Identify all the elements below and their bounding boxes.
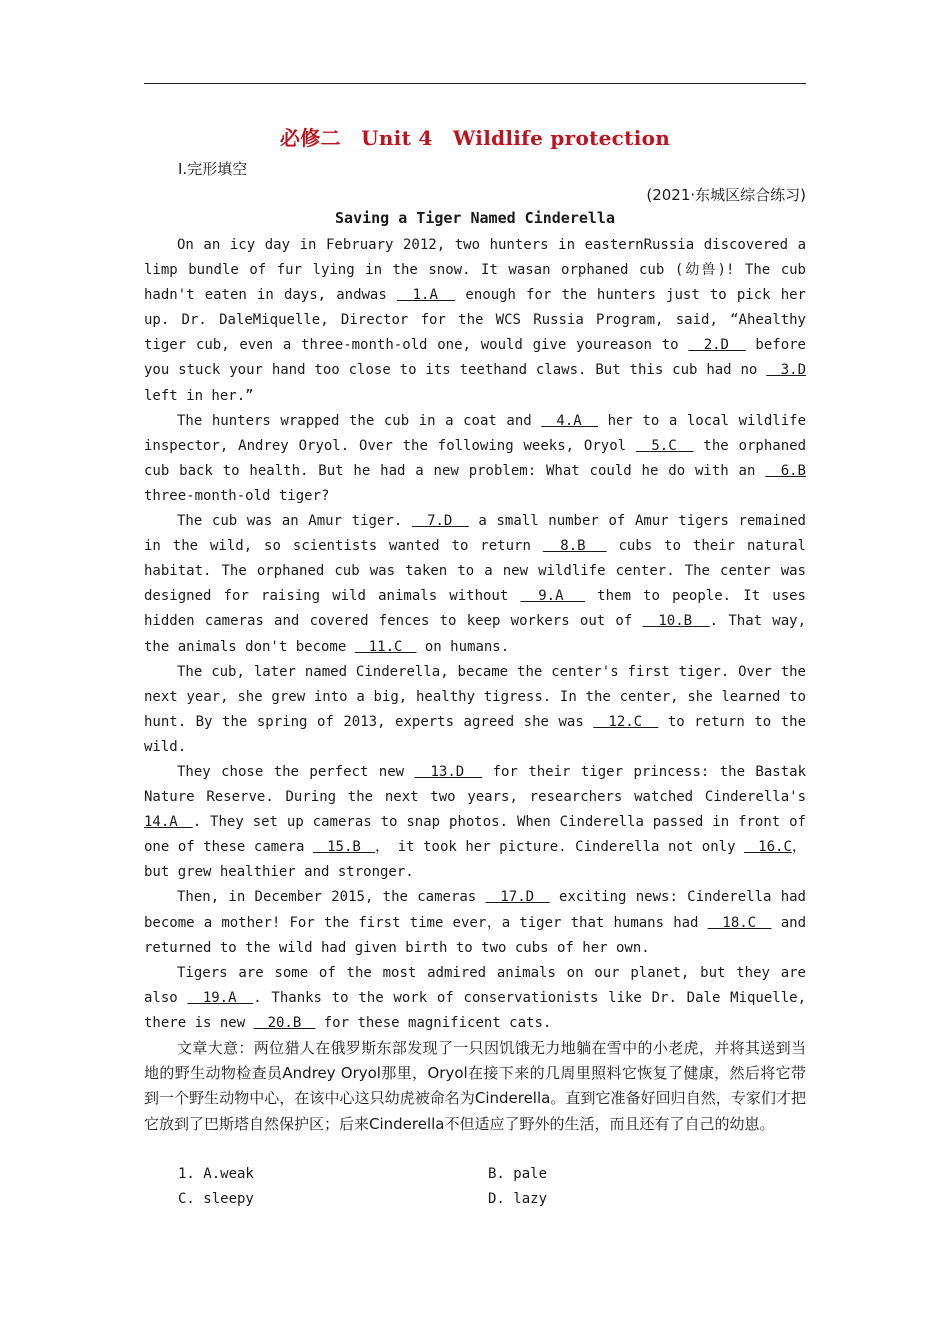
passage-title: Saving a Tiger Named Cinderella — [335, 209, 615, 227]
blank-20: 20.B — [253, 1014, 316, 1031]
blank-9: 9.A — [520, 588, 585, 605]
source-note: (2021·东城区综合练习) — [646, 186, 806, 204]
paragraph-3: The cub was an Amur tiger. 7.D a small number of Amur tigers remained in the wild, so scientists wanted to return 8.B cubs to their natural habitat. The orphaned cub was taken to a new wildlife center. The center was designed for raising wild animals without 9.A them to people. It uses hidden cameras and covered fences to keep workers out of 10.B . That way, the animals don't become 11.C on humans. — [144, 513, 807, 655]
option-c: C. sleepy — [178, 1191, 254, 1208]
page-title: 必修二 Unit 4 Wildlife protection — [279, 126, 671, 150]
blank-7: 7.D — [411, 513, 469, 530]
blank-11: 11.C — [354, 638, 417, 655]
blank-1: 1.A — [396, 287, 456, 304]
blank-12: 12.C — [593, 713, 659, 730]
option-d: D. lazy — [488, 1191, 548, 1208]
passage-summary: 文章大意：两位猎人在俄罗斯东部发现了一只因饥饿无力地躺在雪中的小老虎，并将其送到当地的野生动物检查员Andrey Oryol那里，Oryol在接下来的几周里照料它恢复了健康，然后将它带到一个野生动物中心，在该中心这只幼虎被命名为Cinderella。直到它准备好回归自然，专家们才把它放到了巴斯塔自然保护区；后来Cinderella不但适应了野外的生活，而且还有了自己的幼崽。 — [144, 1039, 806, 1133]
paragraph-5: They chose the perfect new 13.D for their tiger princess: the Bastak Nature Reserve. During the next two years, researchers watched Cinderella's 14.A . They set up cameras to snap photos. When Cinderella passed in front of one of these camera 15.B ， it took her picture. Cinderella not only 16.C， but grew healthier and stronger. — [144, 763, 806, 881]
question-1-options — [178, 1162, 806, 1212]
passage-body — [144, 233, 806, 1036]
blank-4: 4.A — [541, 412, 598, 429]
section-label: Ⅰ.完形填空 — [178, 160, 248, 178]
blank-3: 3.D — [766, 362, 806, 379]
paragraph-7: Tigers are some of the most admired animals on our planet, but they are also 19.A . Thanks to the work of conservationists like Dr. Dale Miquelle, there is new 20.B for these magnificent cats. — [144, 964, 807, 1031]
paragraph-2: The hunters wrapped the cub in a coat and 4.A her to a local wildlife inspector, Andrey Oryol. Over the following weeks, Oryol 5.C the orphaned cub back to health. But he had a new problem: What could he do with an 6.B three-month-old tiger? — [144, 412, 806, 504]
blank-13: 13.D — [414, 763, 483, 780]
option-b: B. pale — [488, 1166, 548, 1182]
option-a: 1. A.weak — [178, 1166, 254, 1182]
blank-19: 19.A — [187, 989, 254, 1006]
blank-16: 16.C — [744, 839, 792, 856]
blank-5: 5.C — [635, 437, 694, 454]
paragraph-4: The cub, later named Cinderella, became the center's first tiger. Over the next year, she grew into a big, healthy tigress. In the center, she learned to hunt. By the spring of 2013, experts agreed she was 12.C to return to the wild. — [144, 663, 806, 755]
blank-10: 10.B — [642, 613, 710, 630]
blank-2: 2.D — [688, 337, 746, 354]
paragraph-6: Then, in December 2015, the cameras 17.D exciting news: Cinderella had become a mother! For the first time ever，a tiger that humans had 18.C and returned to the wild had given birth to two cubs of her own. — [144, 889, 807, 956]
blank-17: 17.D — [485, 889, 550, 906]
blank-18: 18.C — [707, 914, 772, 931]
blank-14: 14.A — [144, 814, 193, 831]
paragraph-1: On an icy day in February 2012, two hunters in easternRussia discovered a limp bundle of fur lying in the snow. It wasan orphaned cub (幼兽)! The cub hadn't eaten in days, andwas 1.A enough for the hunters just to pick her up. Dr. DaleMiquelle, Director for the WCS Russia Program, said, “Ahealthy tiger cub, even a three-month-old one, would give youreason to 2.D before you stuck your hand too close to its teethand claws. But this cub had no 3.D left in her.” — [144, 237, 806, 404]
header-rule — [144, 83, 806, 84]
blank-15: 15.B — [313, 839, 376, 856]
blank-6: 6.B — [765, 462, 806, 479]
blank-8: 8.B — [542, 538, 607, 555]
